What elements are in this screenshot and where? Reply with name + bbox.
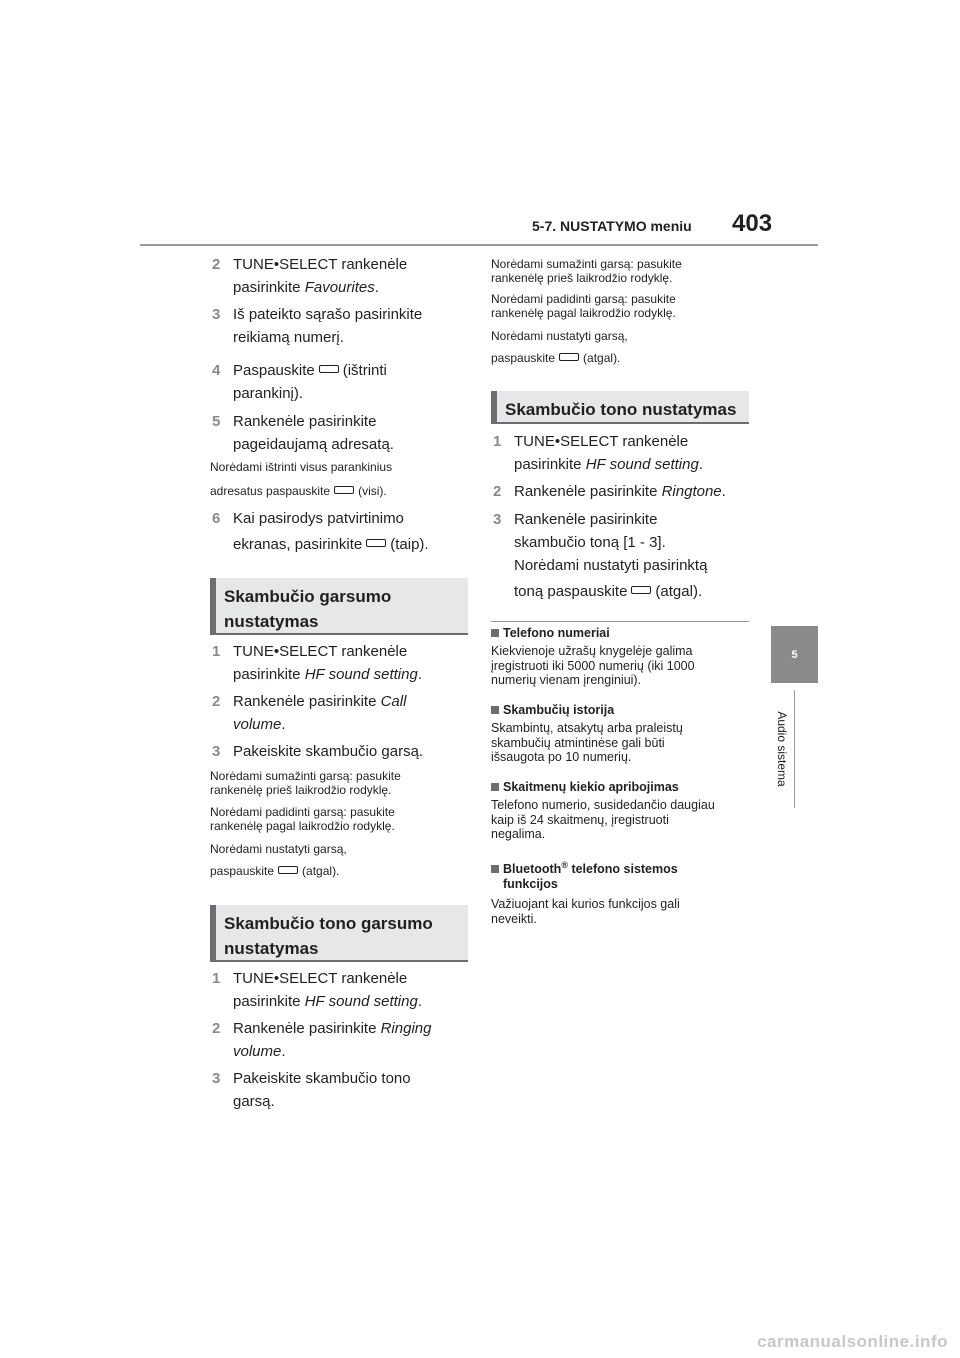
- tab-rule: [794, 690, 795, 808]
- step-2: 2 TUNE•SELECT rankenėle pasirinkite Favourites.: [212, 256, 408, 296]
- note-increase-volume: Norėdami padidinti garsą: pasukite rankenėlę pagal laikrodžio rodyklę.: [210, 805, 395, 833]
- delete-button-icon: [319, 365, 339, 373]
- call-volume-step-3: 3 Pakeiskite skambučio garsą.: [212, 743, 424, 760]
- page-number: 403: [732, 210, 773, 237]
- info-call-history: Skambučių istorija Skambintų, atsakytų arba praleistų skambučių atmintinėse gali būti išsaugota po 10 numerių.: [491, 703, 683, 764]
- yes-button-icon: [366, 539, 386, 547]
- square-bullet-icon: [491, 865, 499, 873]
- info-phone-numbers: Telefono numeriai Kiekvienoje užrašų knygelėje galima įregistruoti iki 5000 numerių (iki 1000 numerių vienam įrenginiui).: [491, 626, 695, 687]
- note-set-volume-right: Norėdami nustatyti garsą, paspauskite (atgal).: [491, 329, 628, 365]
- step-6: 6 Kai pasirodys patvirtinimo ekranas, pasirinkite (taip).: [212, 510, 429, 553]
- square-bullet-icon: [491, 706, 499, 714]
- step-3: 3 Iš pateikto sąrašo pasirinkite reikiamą numerį.: [212, 306, 423, 346]
- note-increase-volume-right: Norėdami padidinti garsą: pasukite rankenėlę pagal laikrodžio rodyklę.: [491, 292, 676, 320]
- section-title: 5-7. NUSTATYMO meniu: [532, 218, 692, 234]
- chapter-number: 5: [791, 648, 798, 661]
- all-button-icon: [334, 486, 354, 494]
- ringtone-step-3: 3 Rankenėle pasirinkite skambučio toną [1 - 3]. Norėdami nustatyti pasirinktą toną paspauskite (atgal).: [493, 511, 708, 600]
- note-set-volume: Norėdami nustatyti garsą, paspauskite (atgal).: [210, 842, 347, 878]
- heading-call-volume: Skambučio garsumo nustatymas: [210, 578, 468, 635]
- step-5: 5 Rankenėle pasirinkite pageidaujamą adresatą.: [212, 413, 394, 453]
- back-button-icon: [559, 353, 579, 361]
- ringtone-step-1: 1 TUNE•SELECT rankenėle pasirinkite HF sound setting.: [493, 433, 703, 473]
- ringtone-volume-step-2: 2 Rankenėle pasirinkite Ringing volume.: [212, 1020, 432, 1060]
- note-decrease-volume: Norėdami sumažinti garsą: pasukite rankenėlę prieš laikrodžio rodyklę.: [210, 769, 401, 797]
- square-bullet-icon: [491, 629, 499, 637]
- note-decrease-volume-right: Norėdami sumažinti garsą: pasukite rankenėlę prieš laikrodžio rodyklę.: [491, 257, 682, 285]
- info-bluetooth-functions: Bluetooth® telefono sistemos funkcijos Važiuojant kai kurios funkcijos gali neveikti.: [491, 860, 680, 926]
- chapter-tab: [771, 626, 818, 683]
- ringtone-volume-step-3: 3 Pakeiskite skambučio tono garsą.: [212, 1070, 411, 1110]
- header-rule: [140, 244, 818, 246]
- watermark: carmanualsonline.info: [757, 1332, 948, 1351]
- back-button-icon: [278, 866, 298, 874]
- square-bullet-icon: [491, 783, 499, 791]
- ringtone-volume-step-1: 1 TUNE•SELECT rankenėle pasirinkite HF sound setting.: [212, 970, 422, 1010]
- call-volume-step-1: 1 TUNE•SELECT rankenėle pasirinkite HF sound setting.: [212, 643, 422, 683]
- section-divider: [491, 621, 749, 622]
- call-volume-step-2: 2 Rankenėle pasirinkite Call volume.: [212, 693, 407, 733]
- ringtone-step-2: 2 Rankenėle pasirinkite Ringtone.: [493, 483, 726, 500]
- back-button-icon: [631, 586, 651, 594]
- heading-ringtone-setting: Skambučio tono nustatymas: [491, 391, 749, 424]
- heading-ringtone-volume: Skambučio tono garsumo nustatymas: [210, 905, 468, 962]
- note-delete-all: Norėdami ištrinti visus parankinius adresatus paspauskite (visi).: [210, 460, 393, 498]
- step-4: 4 Paspauskite (ištrinti parankinį).: [212, 362, 387, 402]
- info-digit-limit: Skaitmenų kiekio apribojimas Telefono numerio, susidedančio daugiau kaip iš 24 skaitmenų, įregistruoti negalima.: [491, 780, 715, 841]
